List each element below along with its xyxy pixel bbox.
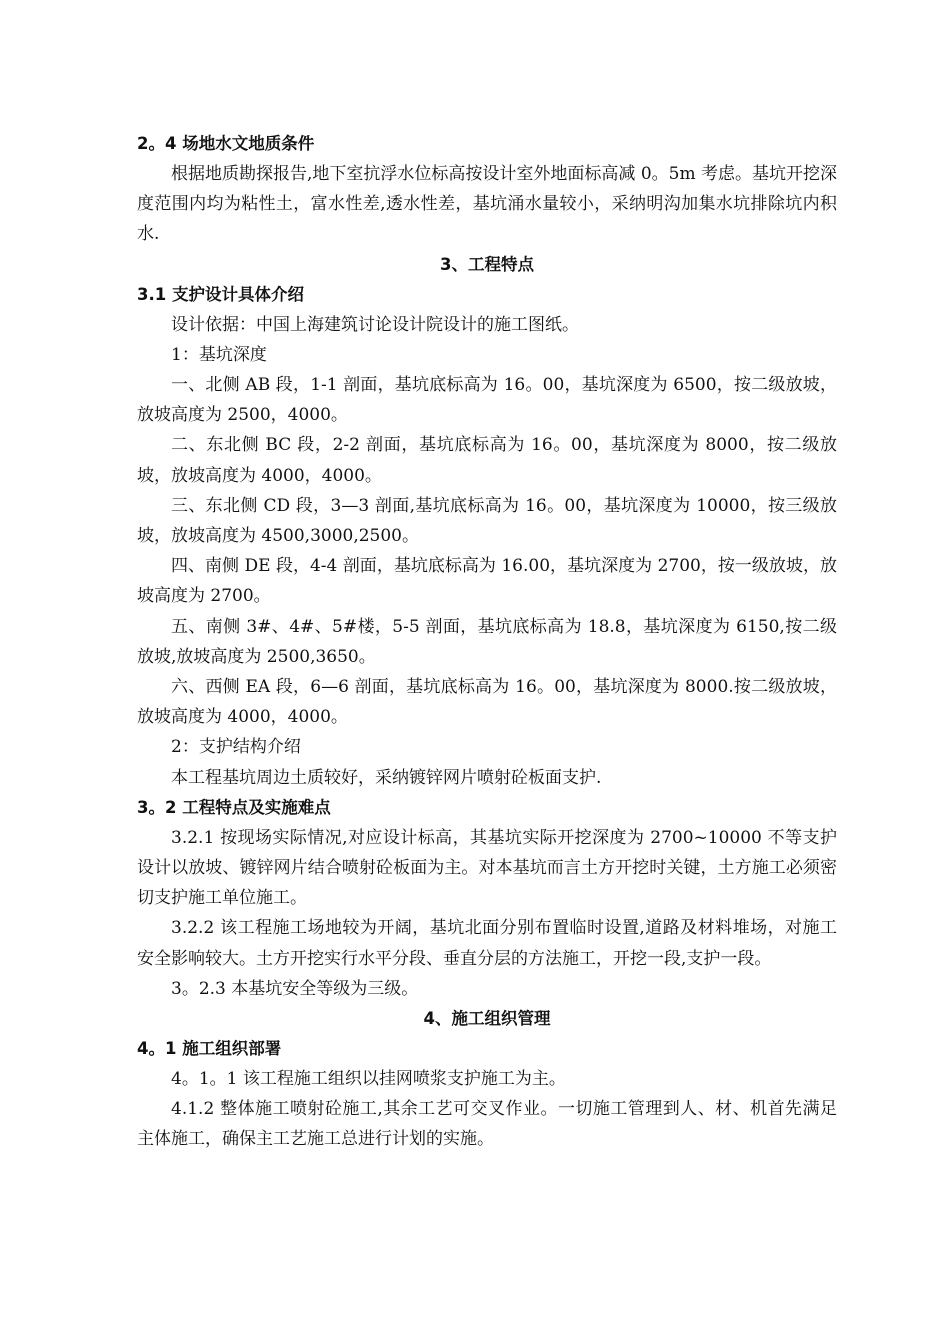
chapter-heading-3: 3、工程特点: [440, 254, 534, 274]
paragraph-support-structure-title: 2：支护结构介绍: [171, 737, 301, 758]
section-heading-2-4: 2。4 场地水文地质条件: [137, 134, 315, 153]
paragraph-4-1-2: 4.1.2 整体施工喷射砼施工,其余工艺可交叉作业。一切施工管理到人、材、机首先满足主体施工，确保主工艺施工总进行计划的实施。: [137, 1099, 837, 1150]
paragraph-segment-south-buildings: 五、南侧 3#、4#、5#楼，5-5 剖面，基坑底标高为 18.8，基坑深度为 6150,按二级放坡,放坡高度为 2500,3650。: [137, 616, 837, 667]
paragraph-3-2-3: 3。2.3 本基坑安全等级为三级。: [171, 978, 419, 999]
paragraph-4-1-1: 4。1。1 该工程施工组织以挂网喷浆支护施工为主。: [171, 1069, 566, 1090]
paragraph-3-2-1: 3.2.1 按现场实际情况,对应设计标高，其基坑实际开挖深度为 2700~10000 不等支护设计以放坡、镀锌网片结合喷射砼板面为主。对本基坑而言土方开挖时关键，土方施工必须密切支护施工单位施工。: [137, 827, 837, 909]
paragraph-segment-cd: 三、东北侧 CD 段，3—3 剖面,基坑底标高为 16。00，基坑深度为 10000，按三级放坡，放坡高度为 4500,3000,2500。: [137, 495, 837, 547]
section-heading-3-2: 3。2 工程特点及实施难点: [137, 797, 331, 817]
paragraph-support-structure: 本工程基坑周边土质较好，采纳镀锌网片喷射砼板面支护.: [171, 767, 602, 788]
paragraph-design-basis: 设计依据：中国上海建筑讨论设计院设计的施工图纸。: [171, 314, 579, 335]
paragraph-segment-bc: 二、东北侧 BC 段，2-2 剖面，基坑底标高为 16。00，基坑深度为 8000，按二级放坡，放坡高度为 4000，4000。: [137, 435, 837, 486]
section-heading-3-1: 3.1 支护设计具体介绍: [137, 284, 304, 304]
document-body: [137, 129, 837, 1155]
paragraph-pit-depth-title: 1：基坑深度: [171, 344, 267, 365]
chapter-heading-4: 4、施工组织管理: [423, 1009, 551, 1029]
paragraph-3-2-2: 3.2.2 该工程施工场地较为开阔，基坑北面分别布置临时设置,道路及材料堆场，对施工安全影响较大。土方开挖实行水平分段、垂直分层的方法施工，开挖一段,支护一段。: [137, 918, 837, 969]
paragraph-segment-ea: 六、西侧 EA 段，6—6 剖面，基坑底标高为 16。00，基坑深度为 8000.按二级放坡，放坡高度为 4000，4000。: [137, 677, 837, 728]
section-heading-4-1: 4。1 施工组织部署: [137, 1039, 282, 1059]
paragraph-hydrogeology: 根据地质勘探报告,地下室抗浮水位标高按设计室外地面标高减 0。5m 考虑。基坑开挖深度范围内均为粘性土，富水性差,透水性差，基坑涌水量较小，采纳明沟加集水坑排除坑内积水.: [137, 164, 837, 245]
paragraph-segment-de: 四、南侧 DE 段，4-4 剖面，基坑底标高为 16.00，基坑深度为 2700，按一级放坡，放坡高度为 2700。: [137, 556, 837, 607]
paragraph-segment-ab: 一、北侧 AB 段，1-1 剖面，基坑底标高为 16。00，基坑深度为 6500，按二级放坡，放坡高度为 2500，4000。: [137, 375, 837, 426]
